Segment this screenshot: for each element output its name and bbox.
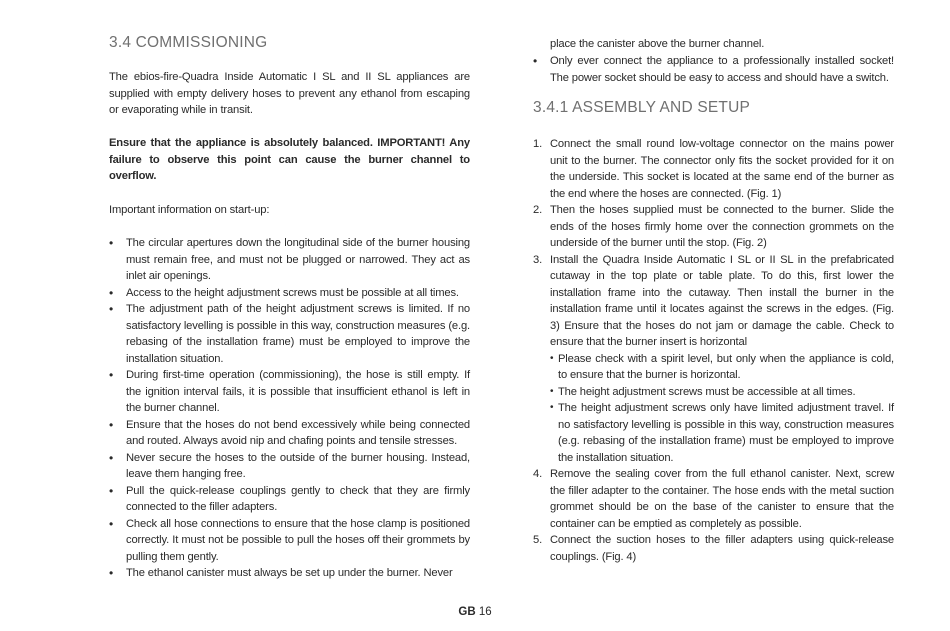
list-item: • Only ever connect the appliance to a professionally installed socket! The power socket should be easy to access and should have a switch. [533, 53, 894, 86]
step-text: Then the hoses supplied must be connected to the burner. Slide the ends of the hoses firmly home over the connection grommets on the underside of the burner until the stop. (Fig. 2) [550, 204, 894, 249]
list-item [533, 466, 894, 532]
balance-warning: Ensure that the appliance is absolutely balanced. IMPORTANT! Any failure to observe this point can cause the burner channel to overflow. [109, 137, 470, 182]
list-item: • Please check with a spirit level, but only when the appliance is cold, to ensure that the burner is horizontal. [550, 351, 894, 384]
step-number: 2. [533, 204, 543, 216]
startup-bullet-list [109, 235, 470, 582]
step-number: 5. [533, 534, 543, 546]
list-item [533, 252, 894, 467]
socket-bullet-list [533, 53, 894, 86]
list-item: • The height adjustment screws only have limited adjustment travel. If no satisfactory levelling is possible in this way, construction measures (e.g. rebasing of the installation frame) must be employed to improve the installation situation. [550, 400, 894, 466]
step-text: Connect the small round low-voltage connector on the mains power unit to the burner. The connector only fits the socket provided for it on the underside. This socket is located at the same end of the burner as the end where the hoses are connected. (Fig. 1) [550, 138, 894, 200]
step-text: Connect the suction hoses to the filler adapters using quick-release couplings. (Fig. 4) [550, 534, 894, 563]
list-item: • Pull the quick-release couplings gently to check that they are firmly connected to the filler adapters. [109, 483, 470, 516]
intro-paragraph: The ebios-fire-Quadra Inside Automatic I SL and II SL appliances are supplied with empty delivery hoses to prevent any ethanol from escaping or evaporating while in transit. [109, 71, 470, 116]
list-item: • The circular apertures down the longitudinal side of the burner housing must remain free, and must not be plugged or narrowed. They act as inlet air openings. [109, 235, 470, 285]
list-item: • Ensure that the hoses do not bend excessively while being connected and routed. Always avoid nip and chafing points and tensile stresses. [109, 417, 470, 450]
list-item: • The adjustment path of the height adjustment screws is limited. If no satisfactory levelling is possible in this way, construction measures (e.g. rebasing of the installation frame) must be employed to improve the installation situation. [109, 301, 470, 367]
list-item: • During first-time operation (commissioning), the hose is still empty. If the ignition interval fails, it is possible that insufficient ethanol is left in the burner channel. [109, 367, 470, 417]
step-number: 1. [533, 138, 543, 150]
continuation-text: place the canister above the burner channel. [550, 38, 765, 50]
step-number: 4. [533, 468, 543, 480]
list-item: • Check all hose connections to ensure that the hose clamp is positioned correctly. It must not be possible to pull the hoses off their grommets by pulling them gently. [109, 516, 470, 566]
language-code: GB [458, 606, 476, 618]
page-number: 16 [478, 606, 492, 618]
step-text: Install the Quadra Inside Automatic I SL or II SL in the prefabricated cutaway in the top plate or table plate. To do this, first lower the installation frame into the cutaway. Then install the burner in the installation frame until it locates against the screws in the edges. (Fig. 3) Ensure that the hoses do not jam or damage the cable. Check to ensure that the burner insert is horizontal [550, 253, 894, 348]
list-item [533, 532, 894, 565]
list-item: • Access to the height adjustment screws must be possible at all times. [109, 285, 470, 302]
list-item [533, 136, 894, 202]
step-number: 3. [533, 253, 543, 266]
step-3-sublist [550, 351, 894, 467]
list-item [533, 202, 894, 252]
section-heading-commissioning: 3.4 COMMISSIONING [109, 34, 268, 51]
list-item: • The ethanol canister must always be set up under the burner. Never [109, 565, 470, 582]
list-item: • The height adjustment screws must be accessible at all times. [550, 384, 894, 401]
section-heading-assembly: 3.4.1 ASSEMBLY AND SETUP [533, 99, 751, 116]
step-text: Remove the sealing cover from the full ethanol canister. Next, screw the filler adapter to the container. The hose ends with the metal suction grommet should be on the base of the canister to ensure that the container can be emptied as completely as possible. [550, 468, 894, 530]
list-item: • Never secure the hoses to the outside of the burner housing. Instead, leave them hanging free. [109, 450, 470, 483]
page-footer [0, 606, 950, 618]
startup-label: Important information on start-up: [109, 204, 270, 216]
assembly-steps-list [533, 136, 894, 565]
